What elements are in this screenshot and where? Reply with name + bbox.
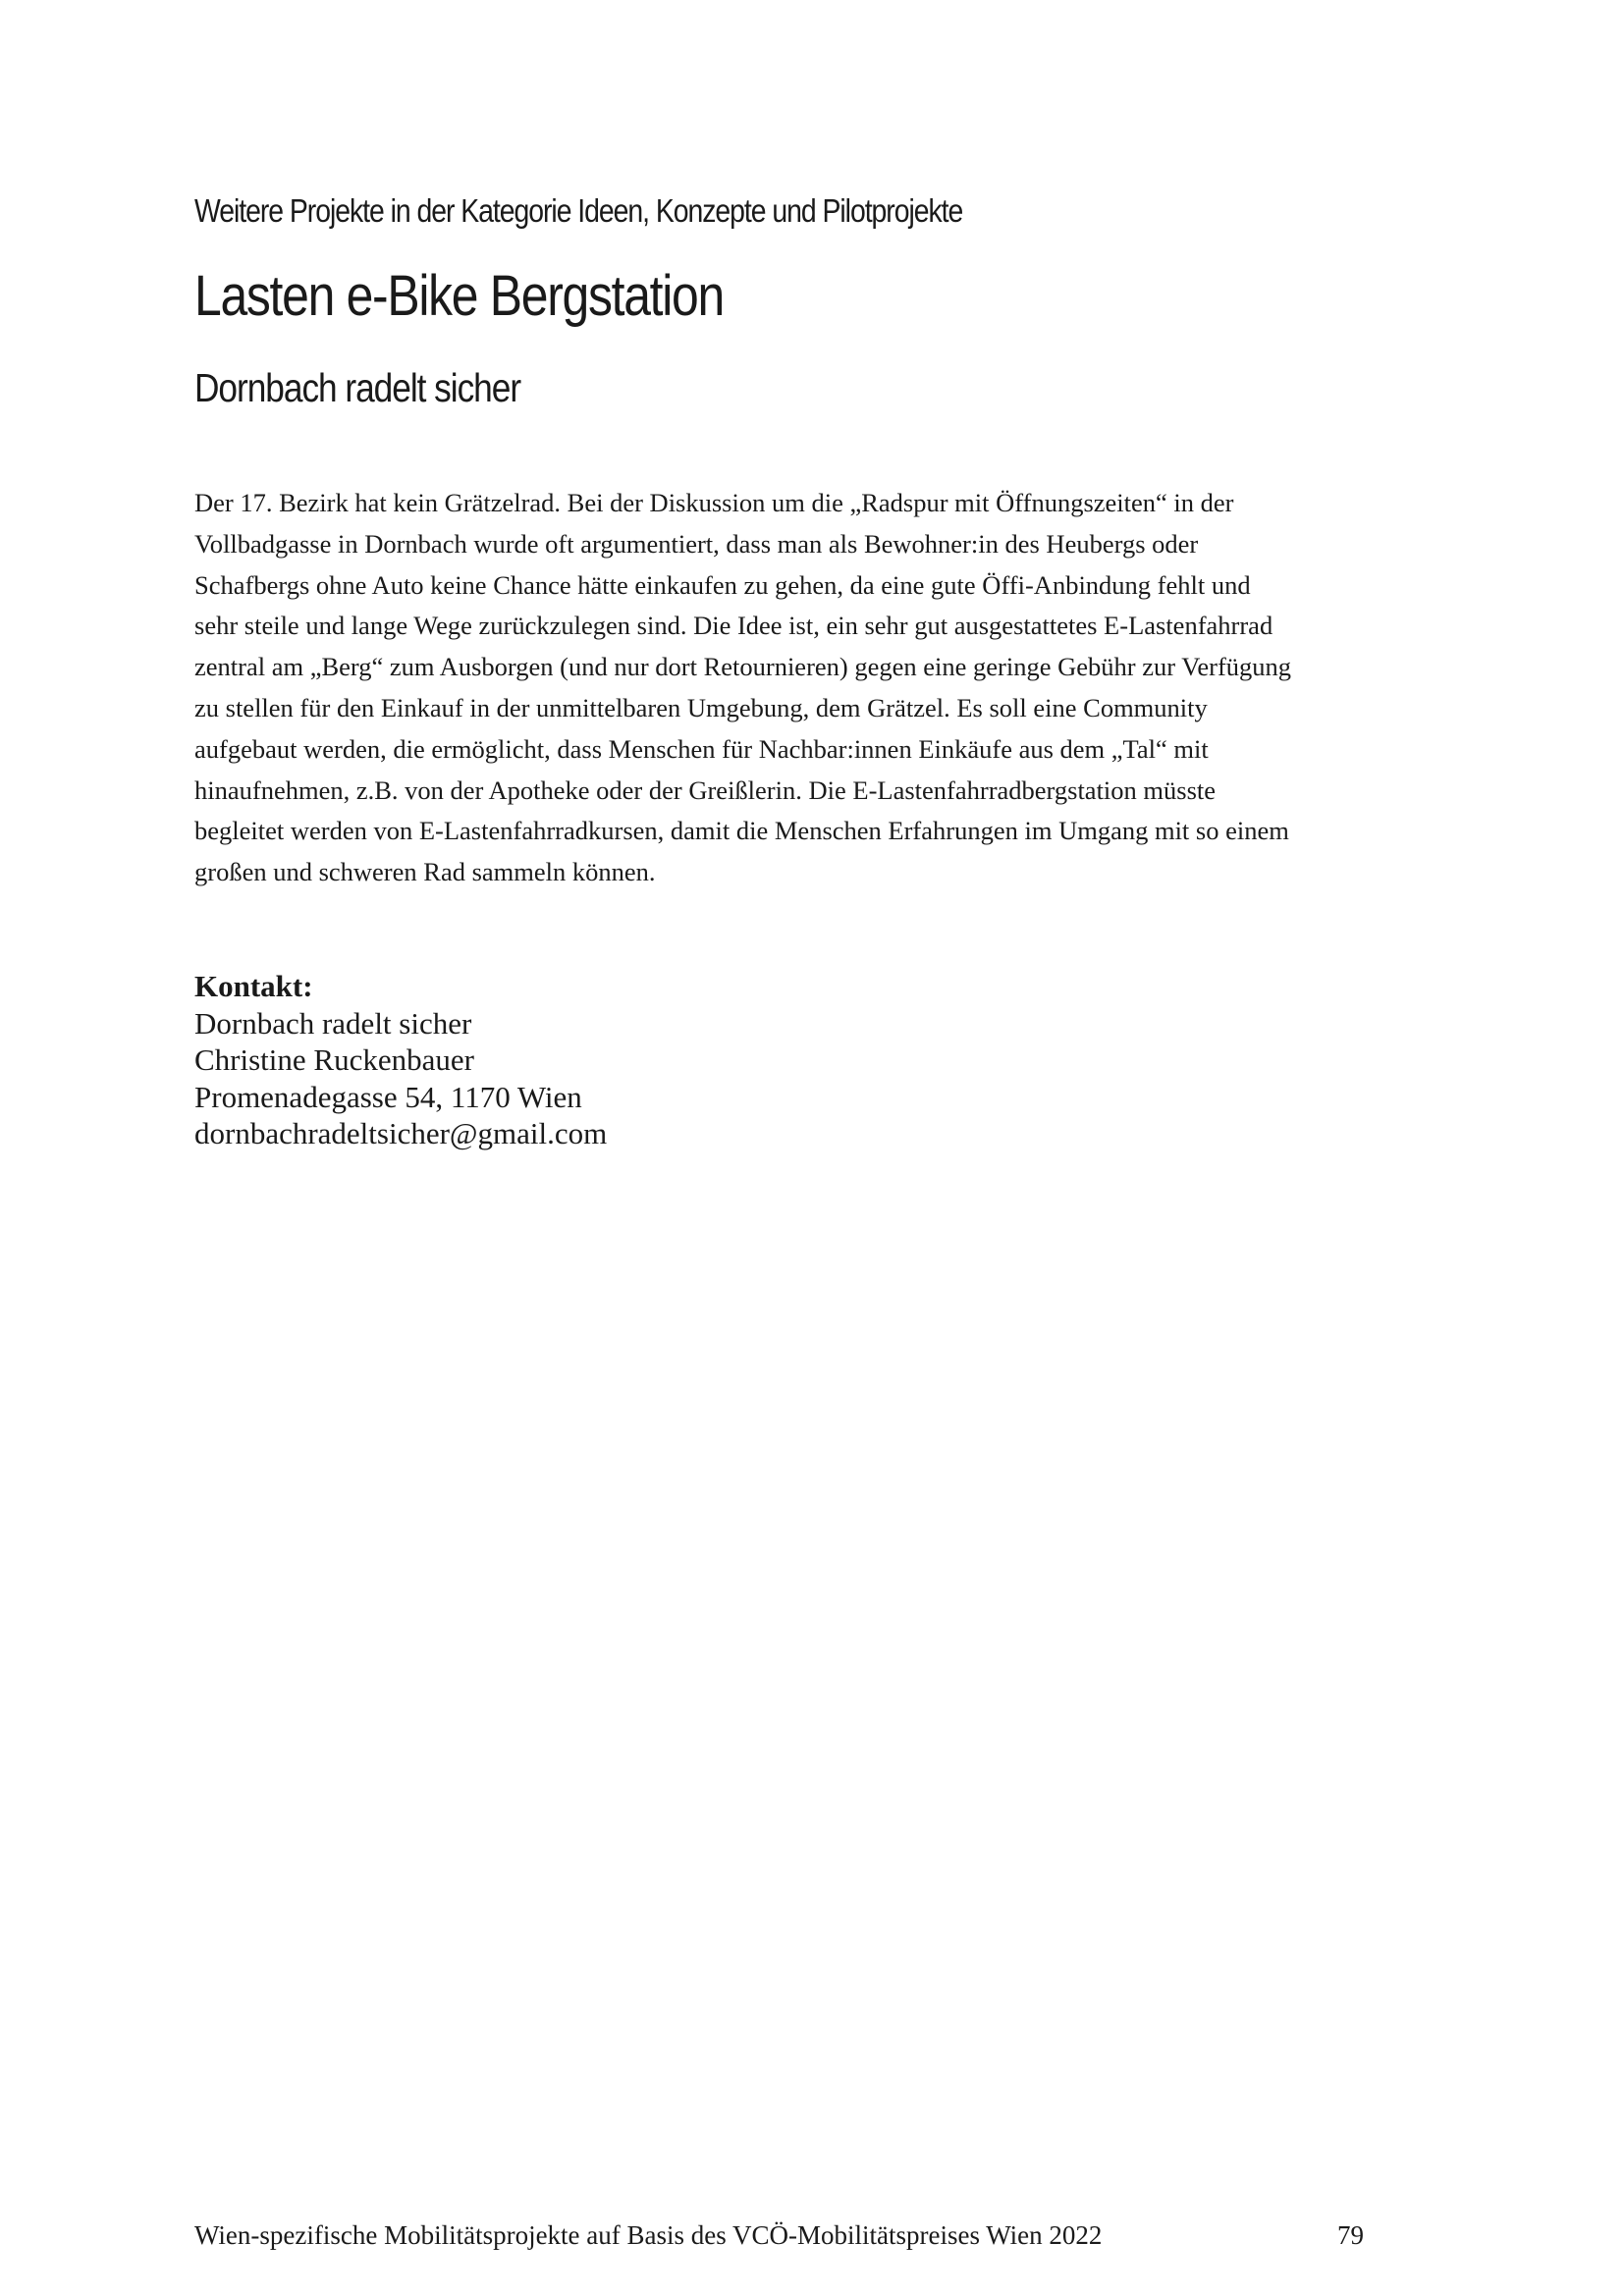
description-line: zentral am „Berg“ zum Ausborgen (und nur dort Retournieren) gegen eine geringe Gebühr zur Verfügung <box>194 652 1292 682</box>
project-subtitle: Dornbach radelt sicher <box>194 365 521 410</box>
description-line: sehr steile und lange Wege zurückzulegen sind. Die Idee ist, ein sehr gut ausgestattetes E-Lastenfahrrad <box>194 611 1273 641</box>
contact-label: Kontakt: <box>194 969 313 1003</box>
contact-person: Christine Ruckenbauer <box>194 1042 474 1077</box>
description-line: aufgebaut werden, die ermöglicht, dass Menschen für Nachbar:innen Einkäufe aus dem „Tal“ mit <box>194 733 1209 764</box>
description-line: Vollbadgasse in Dornbach wurde oft argumentiert, dass man als Bewohner:in des Heubergs oder <box>194 528 1199 559</box>
contact-block <box>194 968 607 1152</box>
contact-email: dornbachradeltsicher@gmail.com <box>194 1116 608 1150</box>
description-line: hinaufnehmen, z.B. von der Apotheke oder der Greißlerin. Die E-Lastenfahrradbergstation müsste <box>194 774 1217 805</box>
page-number: 79 <box>1337 2220 1364 2250</box>
contact-organization: Dornbach radelt sicher <box>194 1005 472 1041</box>
project-title: Lasten e-Bike Bergstation <box>194 264 724 328</box>
project-description <box>194 483 1453 893</box>
description-line: großen und schweren Rad sammeln können. <box>194 857 656 887</box>
description-line: Der 17. Bezirk hat kein Grätzelrad. Bei der Diskussion um die „Radspur mit Öffnungszeiten“ in der <box>194 488 1234 517</box>
description-line: begleitet werden von E-Lastenfahrradkursen, damit die Menschen Erfahrungen im Umgang mit so einem <box>194 816 1289 846</box>
description-line: zu stellen für den Einkauf in der unmittelbaren Umgebung, dem Grätzel. Es soll eine Community <box>194 692 1208 722</box>
category-heading: Weitere Projekte in der Kategorie Ideen, Konzepte und Pilotprojekte <box>194 192 963 229</box>
contact-address: Promenadegasse 54, 1170 Wien <box>194 1079 582 1114</box>
page-footer: Wien-spezifische Mobilitätsprojekte auf Basis des VCÖ-Mobilitätspreises Wien 2022 <box>194 2220 1103 2250</box>
description-line: Schafbergs ohne Auto keine Chance hätte einkaufen zu gehen, da eine gute Öffi-Anbindung fehlt und <box>194 569 1251 600</box>
